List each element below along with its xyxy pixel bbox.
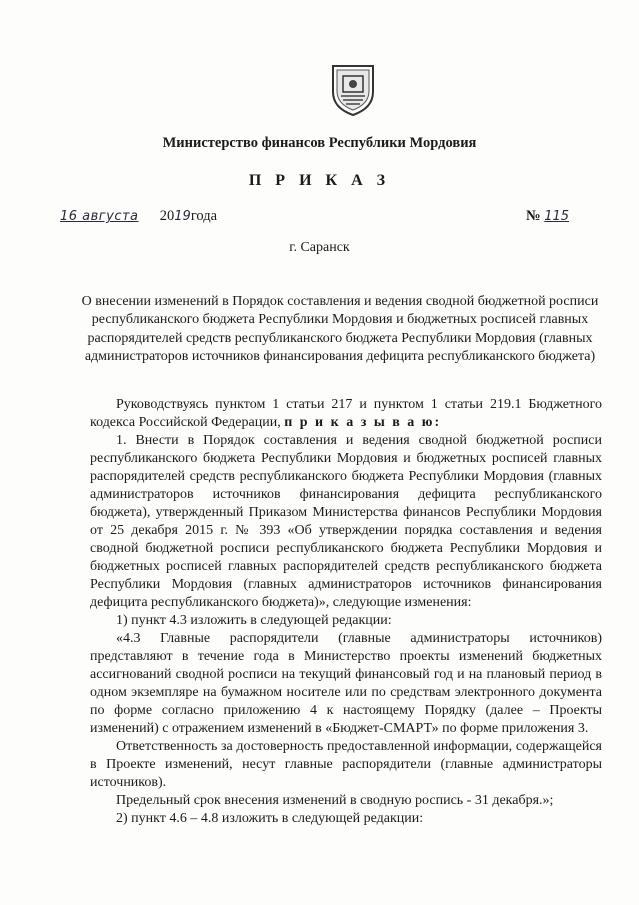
paragraph-6: Предельный срок внесения изменений в сводную роспись - 31 декабря.»; [116,793,554,808]
year-word: года [190,208,218,224]
order-number [526,208,569,225]
year-suffix-handwritten: 19 [174,209,191,224]
order-verb: п р и к а з ы в а ю: [284,415,442,430]
date-day-handwritten: 16 августа [60,209,139,224]
coat-of-arms-icon [329,62,377,118]
paragraph-3: 1) пункт 4.3 изложить в следующей редакции: [116,613,392,628]
city: г. Саранск [289,240,350,255]
order-subject: О внесении изменений в Порядок составления и ведения сводной бюджетной росписи республиканского бюджета Республики Мордовия и бюджетных росписей главных распорядителей средств республиканского бюджета Республики Мордовия (главных администраторов источников финансирования дефицита республиканского бюджета) [81,294,599,364]
order-title: П Р И К А З [248,172,391,189]
paragraph-2: 1. Внести в Порядок составления и ведения сводной бюджетной росписи республиканского бюджета Республики Мордовия и бюджетных росписей главных распорядителей средств республиканского бюджета Республики Мордовия (главных администраторов источников финансирования дефицита республиканского бюджета), утвержденный Приказом Министерства финансов Республики Мордовия от 25 декабря 2015 г. № 393 «Об утверждении порядка составления и ведения сводной бюджетной росписи республиканского бюджета Республики Мордовия и бюджетных росписей главных распорядителей средств республиканского бюджета Республики Мордовия (главных администраторов источников финансирования дефицита республиканского бюджета)», следующие изменения: [90,433,602,610]
paragraph-7: 2) пункт 4.6 – 4.8 изложить в следующей редакции: [116,811,424,826]
order-body [90,396,602,828]
number-label: № [526,208,541,224]
paragraph-5: Ответственность за достоверность предоставленной информации, содержащейся в Проекте изменений, несут главные распорядители (главные администраторы источников). [90,739,602,790]
paragraph-4: «4.3 Главные распорядители (главные администраторы источников) представляют в течение года в Министерство проекты изменений бюджетных ассигнований сводной росписи на текущий финансовый год и на плановый период в одном экземпляре на бумажном носителе или по средствам электронного документа по форме согласно приложению 4 к настоящему Порядку (далее – Проекты изменений) с отражением изменений в «Бюджет-СМАРТ» по форме приложения 3. [90,631,602,736]
ministry-name: Министерство финансов Республики Мордовия [162,135,477,151]
paragraph-1: Руководствуясь пунктом 1 статьи 217 и пунктом 1 статьи 219.1 Бюджетного кодекса Российской Федерации, п р и к а з ы в а ю: [90,397,602,430]
order-date [60,208,217,225]
year-prefix: 20 [159,208,175,224]
number-handwritten: 115 [544,209,570,224]
